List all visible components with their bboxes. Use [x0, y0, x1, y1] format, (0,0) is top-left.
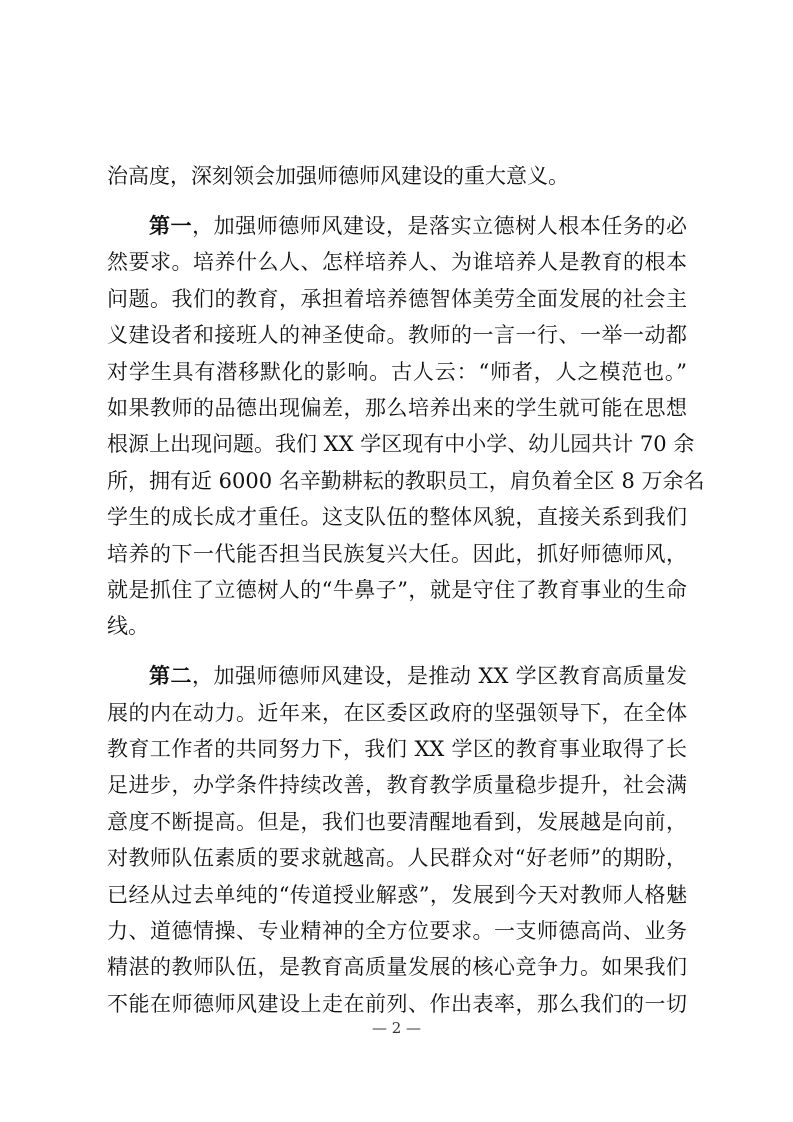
line-text: 然要求。培养什么人、怎样培养人、为谁培养人是教育的根本	[107, 250, 687, 275]
line-text: 义建设者和接班人的神圣使命。教师的一言一行、一举一动都	[107, 323, 687, 348]
paragraph-first	[107, 208, 705, 645]
line-text: 不能在师德师风建设上走在前列、作出表率，那么我们的一切	[107, 991, 687, 1016]
document-body	[107, 158, 705, 1036]
line-text: 就是抓住了立德树人的“牛鼻子”，就是守住了教育事业的生命	[107, 577, 687, 602]
line-text: ，加强师德师风建设，是推动 XX 学区教育高质量发	[191, 664, 688, 689]
line-text: 意度不断提高。但是，我们也要清醒地看到，发展越是向前，	[107, 809, 687, 834]
text-line	[107, 658, 687, 694]
text-line	[107, 426, 695, 462]
line-text: 力、道德情操、专业精神的全方位要求。一支师德高尚、业务	[107, 919, 687, 943]
line-text: 培养的下一代能否担当民族复兴大任。因此，抓好师德师风，	[107, 541, 687, 566]
text-line	[107, 281, 687, 317]
text-line	[107, 767, 687, 803]
line-text: 线。	[107, 614, 149, 639]
text-line	[107, 463, 705, 499]
line-text: 所，拥有近 6000 名辛勤耕耘的教职员工，肩负着全区 8 万余名	[107, 468, 705, 493]
text-line	[107, 317, 687, 353]
paragraph-lead: 第二	[149, 663, 192, 689]
line-text: 对教师队伍素质的要求就越高。人民群众对“好老师”的期盼，	[107, 846, 687, 871]
text-line	[107, 208, 687, 244]
line-text: 足进步，办学条件持续改善，教育教学质量稳步提升，社会满	[107, 773, 687, 798]
text-line	[107, 354, 687, 390]
text-line	[107, 244, 687, 280]
text-line	[107, 695, 687, 731]
text-line	[107, 877, 687, 913]
paragraph-second	[107, 658, 687, 1022]
page-number: — 2 —	[371, 1019, 422, 1037]
text-line	[107, 536, 687, 572]
line-text: 教育工作者的共同努力下，我们 XX 学区的教育事业取得了长	[107, 737, 687, 762]
line-text: 精湛的教师队伍，是教育高质量发展的核心竞争力。如果我们	[107, 955, 687, 980]
text-line	[107, 572, 687, 608]
line-text: 对学生具有潜移默化的影响。古人云：“师者，人之模范也。”	[107, 359, 687, 384]
text-line	[107, 913, 687, 949]
line-text: ，加强师德师风建设，是落实立德树人根本任务的必	[192, 213, 688, 238]
text-line: 治高度，深刻领会加强师德师风建设的重大意义。	[107, 164, 569, 188]
line-text: 如果教师的品德出现偏差，那么培养出来的学生就可能在思想	[107, 395, 687, 420]
text-line	[107, 608, 687, 644]
text-line	[107, 840, 687, 876]
text-line	[107, 731, 687, 767]
text-line	[107, 499, 687, 535]
line-text: 根源上出现问题。我们 XX 学区现有中小学、幼儿园共计 70 余	[107, 432, 695, 457]
text-line	[107, 390, 687, 426]
paragraph-lead: 第一	[149, 212, 193, 238]
line-text: 学生的成长成才重任。这支队伍的整体风貌，直接关系到我们	[107, 505, 687, 530]
text-line	[107, 804, 687, 840]
text-line	[107, 949, 687, 985]
line-text: 已经从过去单纯的“传道授业解惑”，发展到今天对教师人格魅	[107, 882, 687, 907]
paragraph-intro-tail	[107, 158, 687, 194]
text-line	[107, 986, 687, 1022]
line-text: 问题。我们的教育，承担着培养德智体美劳全面发展的社会主	[107, 286, 687, 311]
line-text: 展的内在动力。近年来，在区委区政府的坚强领导下，在全体	[107, 700, 687, 725]
